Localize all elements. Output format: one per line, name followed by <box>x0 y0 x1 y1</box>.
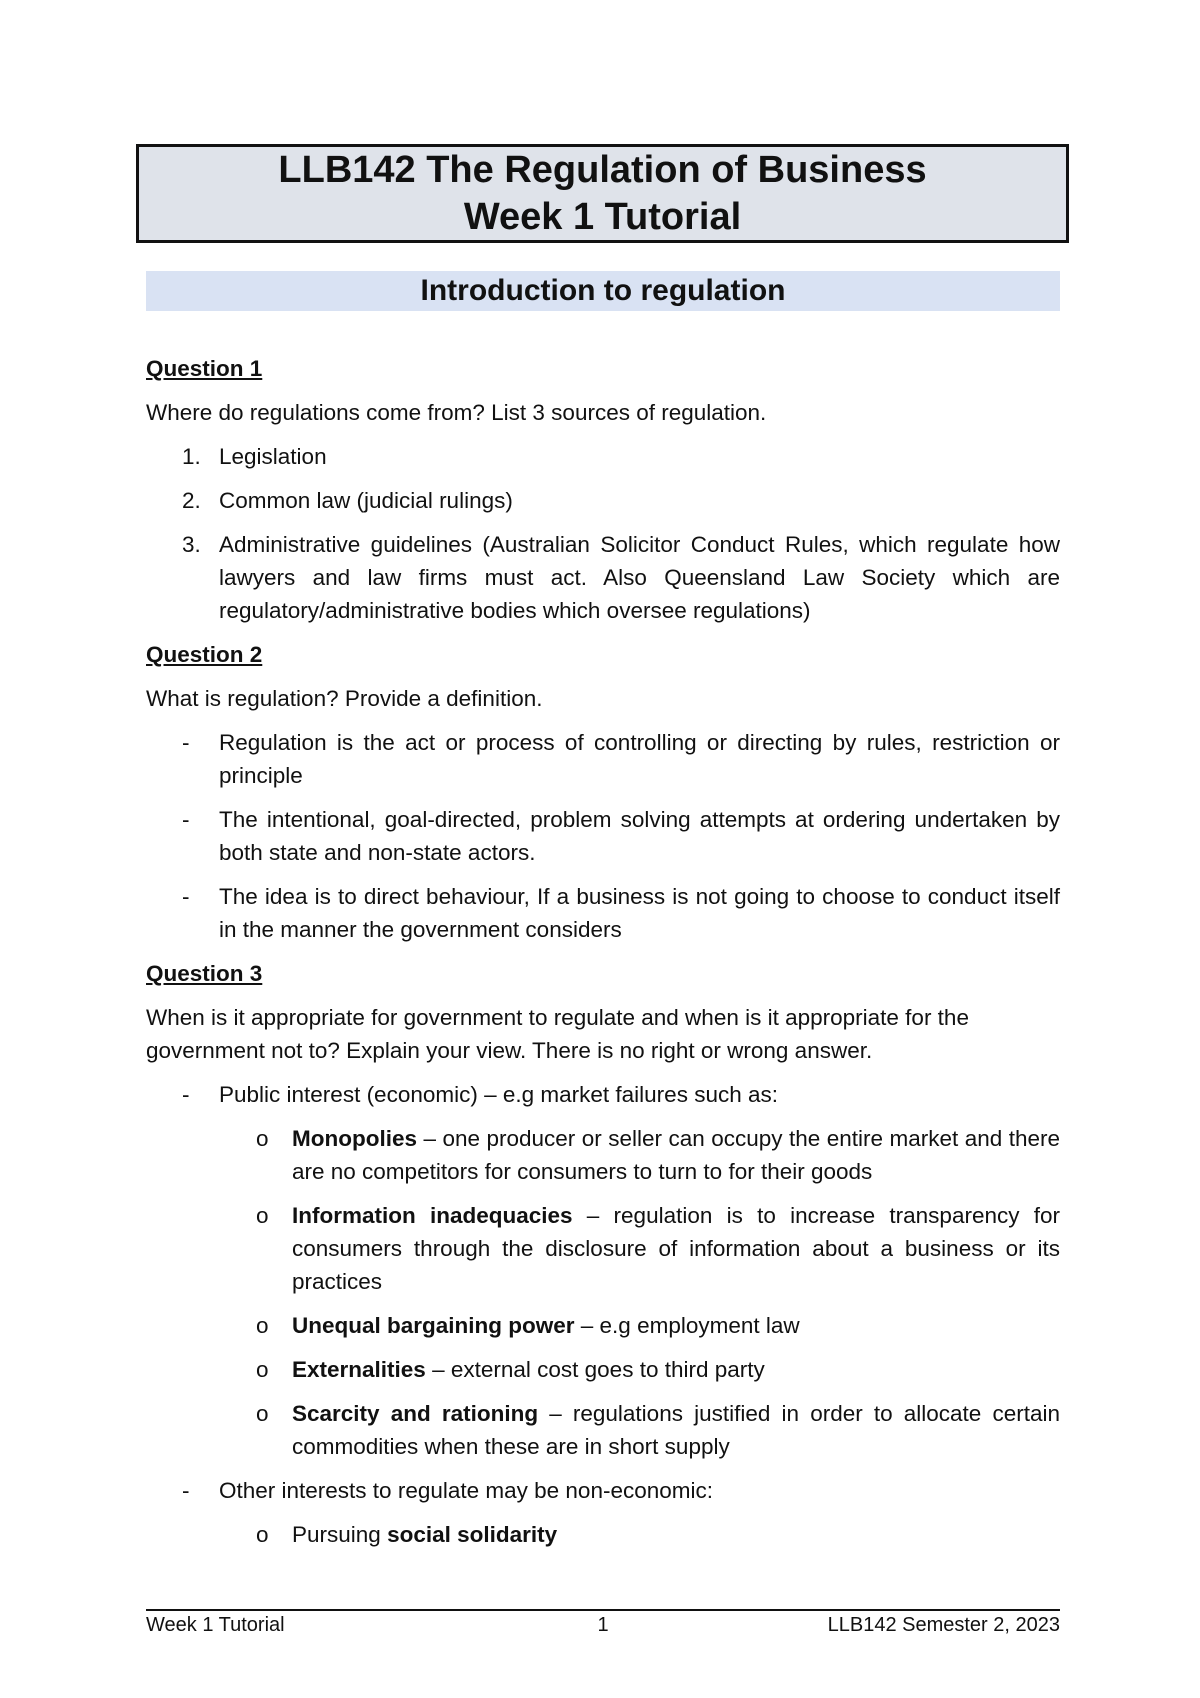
bullet-circle: o <box>256 1357 269 1382</box>
footer-left-text: Week 1 Tutorial <box>146 1614 285 1636</box>
term-description: Pursuing <box>292 1522 388 1547</box>
list-item <box>146 528 1060 627</box>
section-title: Introduction to regulation <box>146 271 1060 311</box>
document-title: LLB142 The Regulation of Business <box>278 148 927 191</box>
list-item-text: Public interest (economic) – e.g market failures such as: <box>219 1082 778 1107</box>
document-body <box>146 352 1060 1562</box>
bullet-dash: - <box>182 1082 190 1107</box>
bullet-circle: o <box>256 1401 269 1426</box>
list-number: 2. <box>182 488 201 513</box>
sub-list-item <box>146 1353 1060 1386</box>
sub-list-item <box>146 1518 1060 1551</box>
bullet-circle: o <box>256 1522 269 1547</box>
question-2-heading: Question 2 <box>146 642 263 667</box>
term-bold: social solidarity <box>387 1522 558 1547</box>
term-bold: Information inadequacies <box>292 1203 573 1228</box>
question-3-heading: Question 3 <box>146 961 263 986</box>
footer-divider <box>146 1609 1060 1611</box>
term-bold: Unequal bargaining power <box>292 1313 575 1338</box>
term-bold: Scarcity and rationing <box>292 1401 539 1426</box>
footer-right-text: LLB142 Semester 2, 2023 <box>827 1614 1060 1636</box>
sub-list-item <box>146 1199 1060 1298</box>
list-item-text: Legislation <box>219 444 327 469</box>
term-description: – regulations justified in order to allocate certain commodities when these are in short supply <box>292 1401 1060 1459</box>
list-item <box>146 484 1060 517</box>
term-description: – regulation is to increase transparency for consumers through the disclosure of information about a business or its practices <box>292 1203 1060 1294</box>
sub-list-item <box>146 1122 1060 1188</box>
bullet-dash: - <box>182 884 190 909</box>
list-item <box>146 1078 1060 1111</box>
bullet-dash: - <box>182 1478 190 1503</box>
question-1-prompt: Where do regulations come from? List 3 sources of regulation. <box>146 400 767 425</box>
list-number: 3. <box>182 532 201 557</box>
list-item-text: Regulation is the act or process of controlling or directing by rules, restriction or principle <box>219 730 1060 788</box>
list-item-text: The idea is to direct behaviour, If a business is not going to choose to conduct itself in the manner the government considers <box>219 884 1060 942</box>
list-item <box>146 1474 1060 1507</box>
list-item <box>146 880 1060 946</box>
term-description: – e.g employment law <box>574 1313 800 1338</box>
bullet-circle: o <box>256 1313 269 1338</box>
term-description: – external cost goes to third party <box>425 1357 765 1382</box>
sub-list-item <box>146 1309 1060 1342</box>
term-description: – one producer or seller can occupy the entire market and there are no competitors for consumers to turn to for their goods <box>292 1126 1060 1184</box>
list-number: 1. <box>182 444 201 469</box>
bullet-circle: o <box>256 1126 269 1151</box>
document-subtitle: Week 1 Tutorial <box>463 195 742 238</box>
list-item-text: Administrative guidelines (Australian Solicitor Conduct Rules, which regulate how lawyers and law firms must act. Also Queensland Law Society which are regulatory/administrative bodies which oversee regulations) <box>219 532 1060 623</box>
title-box <box>136 144 1069 243</box>
sub-list-item <box>146 1397 1060 1463</box>
bullet-dash: - <box>182 730 190 755</box>
question-1-heading: Question 1 <box>146 356 263 381</box>
list-item-text: Common law (judicial rulings) <box>219 488 513 513</box>
page-footer <box>146 1614 1060 1642</box>
list-item-text: Other interests to regulate may be non-economic: <box>219 1478 714 1503</box>
bullet-circle: o <box>256 1203 269 1228</box>
bullet-dash: - <box>182 807 190 832</box>
page-number: 1 <box>597 1614 609 1636</box>
term-bold: Externalities <box>292 1357 426 1382</box>
question-2-prompt: What is regulation? Provide a definition. <box>146 686 543 711</box>
question-3-prompt: When is it appropriate for government to regulate and when is it appropriate for the government not to? Explain your view. There is no right or wrong answer. <box>146 1005 969 1063</box>
list-item <box>146 726 1060 792</box>
list-item-text: The intentional, goal-directed, problem solving attempts at ordering undertaken by both state and non-state actors. <box>219 807 1060 865</box>
list-item <box>146 803 1060 869</box>
list-item <box>146 440 1060 473</box>
term-bold: Monopolies <box>292 1126 417 1151</box>
